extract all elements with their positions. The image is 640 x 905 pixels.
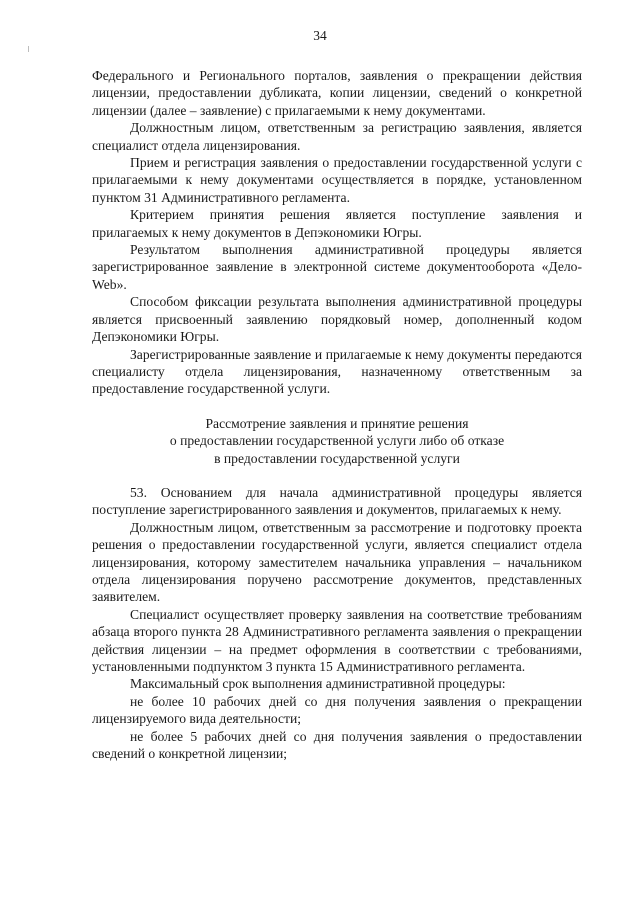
paragraph: не более 10 рабочих дней со дня получения заявления о прекращении лицензируемого вида деятельности; [92, 693, 582, 727]
paragraph: Максимальный срок выполнения административной процедуры: [130, 676, 506, 692]
paragraph: Специалист осуществляет проверку заявления на соответствие требованиям абзаца второго пункта 28 Административного регламента заявления о прекращении действия лицензии – на предмет оформления в соответствии с требованиями, установленными подпунктом 3 пункта 15 Административного регламента. [92, 606, 582, 674]
paragraph: Должностным лицом, ответственным за рассмотрение и подготовку проекта решения о предоставлении государственной услуги, является специалист отдела лицензирования, которому заместителем начальника управления – начальником отдела лицензирования поручено рассмотрение документов, представленных заявителем. [92, 519, 582, 605]
section-heading-line: Рассмотрение заявления и принятие решения [205, 415, 469, 431]
section-heading-line: о предоставлении государственной услуги либо об отказе [169, 433, 505, 449]
paragraph: Зарегистрированные заявление и прилагаемые к нему документы передаются специалисту отдела лицензирования, назначенному ответственным за предоставление государственной услуги. [92, 346, 582, 397]
paragraph: не более 5 рабочих дней со дня получения заявления о предоставлении сведений о конкретной лицензии; [92, 728, 582, 762]
section-heading-line: в предоставлении государственной услуги [214, 450, 460, 466]
paragraph: Федерального и Регионального порталов, заявления о прекращении действия лицензии, предоставлении дубликата, копии лицензии, сведений о конкретной лицензии (далее – заявление) с прилагаемыми к нему документами. [92, 68, 582, 118]
paragraph: Прием и регистрация заявления о предоставлении государственной услуги с прилагаемыми к нему документами осуществляется в порядке, установленном пунктом 31 Административного регламента. [92, 155, 582, 205]
margin-mark [28, 46, 29, 52]
paragraph: 53. Основанием для начала административной процедуры является поступление зарегистрированного заявления и документов, прилагаемых к нему. [92, 484, 582, 518]
section-heading [92, 415, 582, 467]
paragraph: Результатом выполнения административной процедуры является зарегистрированное заявление в электронной системе документооборота «Дело-Web». [92, 242, 582, 292]
page-number: 34 [313, 28, 327, 43]
paragraph: Должностным лицом, ответственным за регистрацию заявления, является специалист отдела лицензирования. [92, 120, 582, 153]
paragraph: Способом фиксации результата выполнения административной процедуры является присвоенный заявлению порядковый номер, дополненный кодом Депэкономики Югры. [92, 294, 582, 345]
paragraph: Критерием принятия решения является поступление заявления и прилагаемых к нему документов в Депэкономики Югры. [92, 207, 582, 240]
document-body [92, 67, 582, 762]
